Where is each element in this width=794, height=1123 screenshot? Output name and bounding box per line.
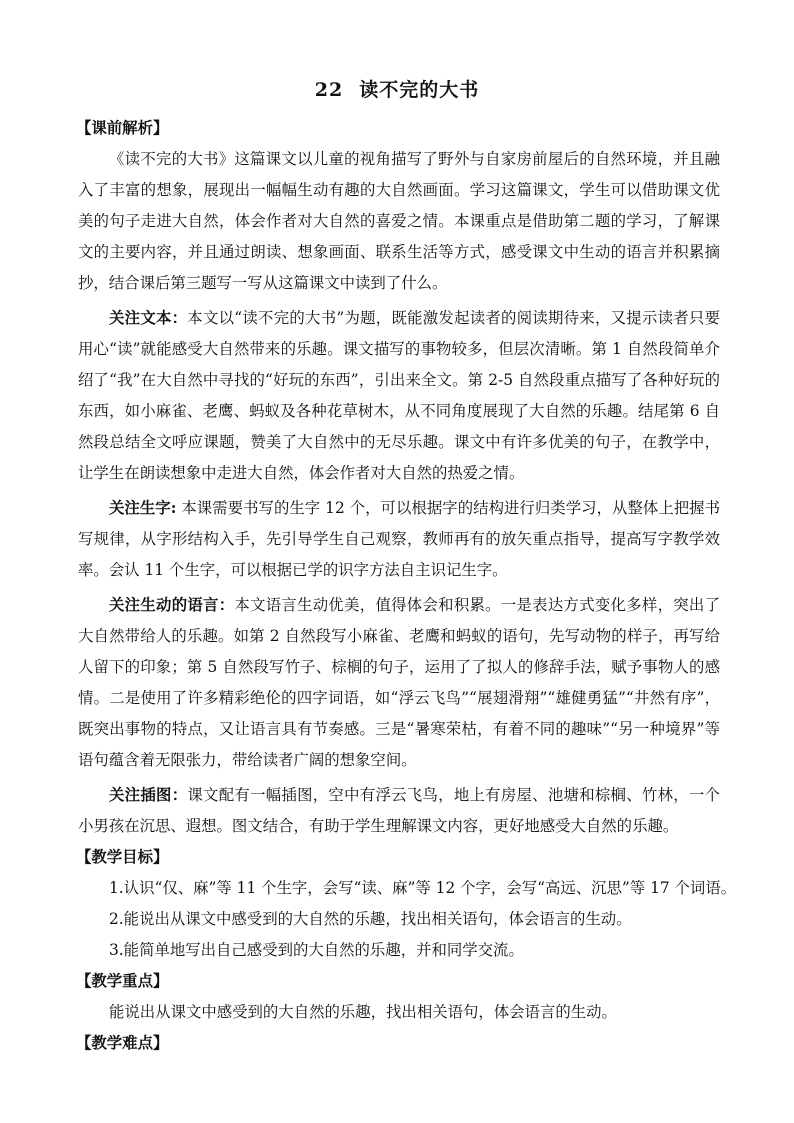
paragraph-body: 本课需要书写的生字 12 个，可以根据字的结构进行归类学习，从整体上把握书写规律，从字形结构入手，先引导学生自己观察，教师再有的放矢重点指导，提高写字教学效率。会认 11 个生字，可以根据已学的识字方法自主识记生字。 <box>78 499 721 579</box>
paragraph-body: 课文配有一幅插图，空中有浮云飞鸟，地上有房屋、池塘和棕榈、竹林，一个小男孩在沉思、遐想。图文结合，有助于学生理解课文内容，更好地感受大自然的乐趣。 <box>78 786 720 835</box>
paragraph-focus-characters <box>78 493 720 586</box>
section-heading-teaching-goals: 【教学目标】 <box>76 848 169 866</box>
section-heading-difficulties: 【教学难点】 <box>76 1034 169 1052</box>
paragraph-body: 本文以“读不完的大书”为题，既能激发起读者的阅读期待来，又提示读者只要用心“读”就能感受大自然带来的乐趣。课文描写的事物较多，但层次清晰。第 1 自然段简单介绍了“我”在大自然中寻找的“好玩的东西”，引出来全文。第 2-5 自然段重点描写了各种好玩的东西，如小麻雀、老鹰、蚂蚁及各种花草树木，从不同角度展现了大自然的乐趣。结尾第 6 自然段总结全文呼应课题，赞美了大自然中的无尽乐趣。课文中有许多优美的句子，在教学中，让学生在朗读想象中走进大自然，体会作者对大自然的热爱之情。 <box>78 309 720 482</box>
document-body <box>76 113 737 1059</box>
paragraph-lead: 关注生动的语言： <box>109 596 235 614</box>
goal-item: 2.能说出从课文中感受到的大自然的乐趣，找出相关语句，体会语言的生动。 <box>109 910 632 928</box>
paragraph-lead: 关注生字: <box>109 499 177 517</box>
lesson-title: 读不完的大书 <box>359 79 480 101</box>
paragraph-lead: 关注文本： <box>109 309 188 327</box>
lesson-number: 22 <box>314 79 344 101</box>
paragraph-intro: 《读不完的大书》这篇课文以儿童的视角描写了野外与自家房前屋后的自然环境，并且融入了丰富的想象，展现出一幅幅生动有趣的大自然画面。学习这篇课文，学生可以借助课文优美的句子走进大自然，体会作者对大自然的喜爱之情。本课重点是借助第二题的学习，了解课文的主要内容，并且通过朗读、想象画面、联系生活等方式，感受课文中生动的语言并积累摘抄，结合课后第三题写一写从这篇课文中读到了什么。 <box>78 150 720 292</box>
paragraph-focus-language <box>78 590 720 776</box>
paragraph-focus-text <box>78 303 720 489</box>
section-heading-key-points: 【教学重点】 <box>76 972 169 990</box>
paragraph-key-point: 能说出从课文中感受到的大自然的乐趣，找出相关语句，体会语言的生动。 <box>109 1003 617 1021</box>
goal-item: 1.认识“仅、麻”等 11 个生字，会写“读、麻”等 12 个字，会写“高远、沉思”等 17 个词语。 <box>109 879 737 897</box>
paragraph-body: 本文语言生动优美，值得体会和积累。一是表达方式变化多样，突出了大自然带给人的乐趣。如第 2 自然段写小麻雀、老鹰和蚂蚁的语句，先写动物的样子，再写给人留下的印象；第 5 自然段写竹子、棕榈的句子，运用了了拟人的修辞手法，赋予事物人的感情。二是使用了许多精彩绝伦的四字词语，如“浮云飞鸟”“展翅滑翔”“雄健勇猛”“井然有序”，既突出事物的特点，又让语言具有节奏感。三是“暑寒荣枯，有着不同的趣味”“另一种境界”等语句蕴含着无限张力，带给读者广阔的想象空间。 <box>78 596 720 769</box>
page-title <box>0 76 794 104</box>
goal-item: 3.能简单地写出自己感受到的大自然的乐趣，并和同学交流。 <box>109 941 524 959</box>
paragraph-focus-illustration <box>78 780 720 842</box>
paragraph-lead: 关注插图： <box>109 786 188 804</box>
section-heading-pre-analysis: 【课前解析】 <box>76 119 169 137</box>
